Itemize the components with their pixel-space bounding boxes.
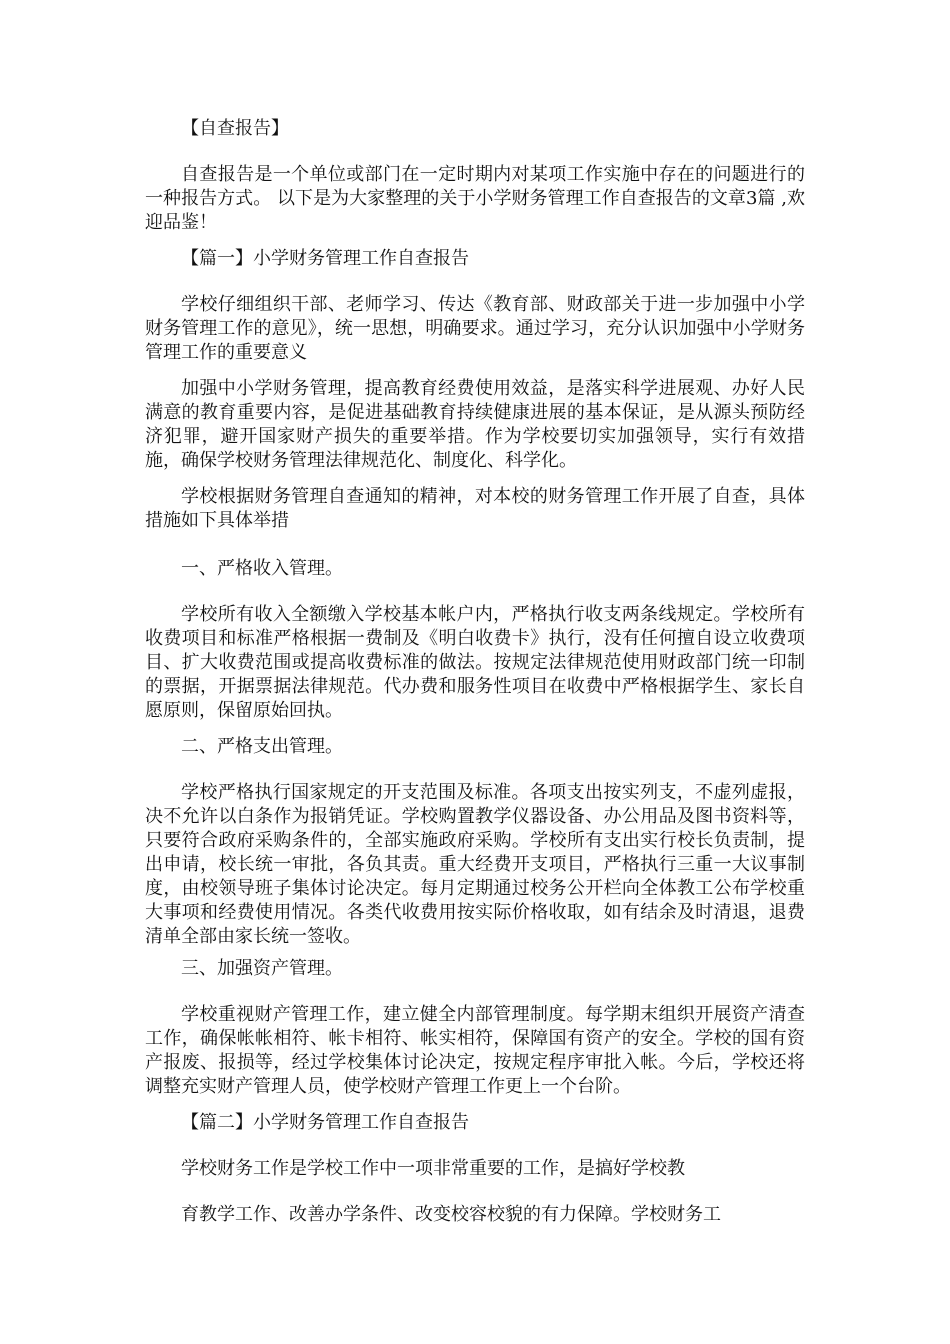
part-two-paragraph-line-1: 学校财务工作是学校工作中一项非常重要的工作，是搞好学校教 (181, 1158, 685, 1179)
part-one-paragraph-study: 学校仔细组织干部、老师学习、传达《教育部、财政部关于进一步加强中小学财务管理工作的意见》，统一思想，明确要求。通过学习，充分认识加强中小学财务管理工作的重要意义 (145, 294, 805, 363)
paragraph-asset-management: 学校重视财产管理工作，建立健全内部管理制度。每学期末组织开展资产清查工作，确保帐帐相符、帐卡相符、帐实相符，保障国有资产的安全。学校的国有资产报废、报损等，经过学校集体讨论决定，按规定程序审批入帐。今后，学校还将调整充实财产管理人员，使学校财产管理工作更上一个台阶。 (145, 1004, 805, 1097)
paragraph-income-management: 学校所有收入全额缴入学校基本帐户内，严格执行收支两条线规定。学校所有收费项目和标准严格根据一费制及《明白收费卡》执行，没有任何擅自设立收费项目、扩大收费范围或提高收费标准的做法。按规定法律规范使用财政部门统一印制的票据，开据票据法律规范。代办费和服务性项目在收费中严格根据学生、家长自愿原则，保留原始回执。 (145, 604, 805, 721)
subheading-asset-management: 三、加强资产管理。 (181, 958, 343, 979)
part-one-paragraph-measures: 学校根据财务管理自查通知的精神，对本校的财务管理工作开展了自查，具体措施如下具体举措 (145, 486, 805, 531)
section-heading-self-check-report: 【自查报告】 (181, 118, 289, 139)
subheading-income-management: 一、严格收入管理。 (181, 558, 343, 579)
intro-paragraph: 自查报告是一个单位或部门在一定时期内对某项工作实施中存在的问题进行的一种报告方式。 以下是为大家整理的关于小学财务管理工作自查报告的文章3篇 ,欢迎品鉴！ (145, 164, 805, 233)
part-two-heading: 【篇二】小学财务管理工作自查报告 (181, 1112, 469, 1133)
subheading-expense-management: 二、严格支出管理。 (181, 736, 343, 757)
part-two-paragraph-line-2: 育教学工作、改善办学条件、改变校容校貌的有力保障。学校财务工 (181, 1204, 721, 1225)
paragraph-expense-management: 学校严格执行国家规定的开支范围及标准。各项支出按实列支，不虚列虚报，决不允许以白条作为报销凭证。学校购置教学仪器设备、办公用品及图书资料等，只要符合政府采购条件的，全部实施政府采购。学校所有支出实行校长负责制，提出申请，校长统一审批，各负其责。重大经费开支项目，严格执行三重一大议事制度，由校领导班子集体讨论决定。每月定期通过校务公开栏向全体教工公布学校重大事项和经费使用情况。各类代收费用按实际价格收取，如有结余及时清退，退费清单全部由家长统一签收。 (145, 782, 805, 947)
part-one-heading: 【篇一】小学财务管理工作自查报告 (181, 248, 469, 269)
part-one-paragraph-importance: 加强中小学财务管理，提高教育经费使用效益，是落实科学进展观、办好人民满意的教育重要内容，是促进基础教育持续健康进展的基本保证，是从源头预防经济犯罪，避开国家财产损失的重要举措。作为学校要切实加强领导，实行有效措施，确保学校财务管理法律规范化、制度化、科学化。 (145, 378, 805, 471)
